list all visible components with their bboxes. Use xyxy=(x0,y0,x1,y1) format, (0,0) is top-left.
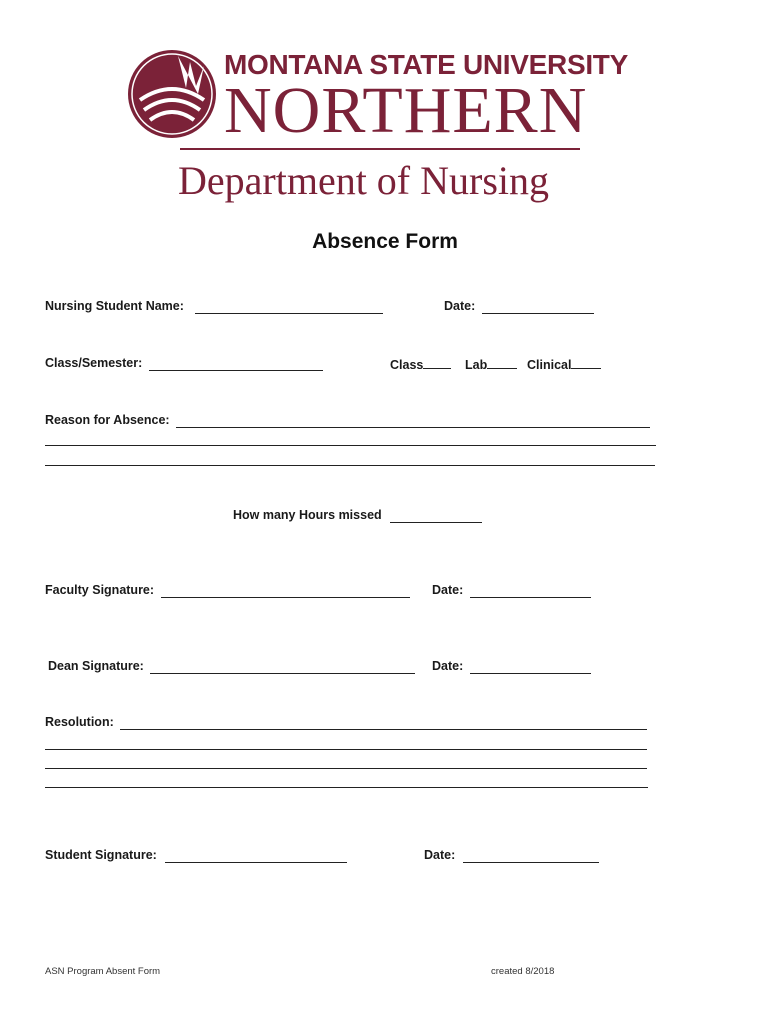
resolution-field-line-1[interactable] xyxy=(120,729,647,730)
hours-missed-field[interactable] xyxy=(390,522,482,523)
class-option-blank[interactable] xyxy=(423,356,451,369)
date-label-4: Date: xyxy=(424,848,456,862)
student-signature-label: Student Signature: xyxy=(45,848,157,862)
faculty-signature-label: Faculty Signature: xyxy=(45,583,155,597)
footer-form-name: ASN Program Absent Form xyxy=(45,966,161,977)
dean-signature-field[interactable] xyxy=(150,673,415,674)
student-name-label: Nursing Student Name: xyxy=(45,299,184,313)
faculty-signature-field[interactable] xyxy=(161,597,410,598)
header-divider xyxy=(180,148,580,150)
lab-option-label: Lab xyxy=(465,358,488,372)
reason-label: Reason for Absence: xyxy=(45,413,170,427)
university-logo-icon xyxy=(126,48,218,140)
form-title: Absence Form xyxy=(312,230,458,253)
lab-option xyxy=(465,356,517,372)
footer-created-date: created 8/2018 xyxy=(491,966,555,977)
resolution-field-line-3[interactable] xyxy=(45,768,647,769)
student-name-field[interactable] xyxy=(195,313,383,314)
campus-name: NORTHERN xyxy=(224,74,588,147)
university-name: MONTANA STATE UNIVERSITY xyxy=(224,49,628,80)
dean-signature-label: Dean Signature: xyxy=(48,659,144,673)
reason-field-line-3[interactable] xyxy=(45,465,655,466)
date-field-3[interactable] xyxy=(470,673,591,674)
class-semester-field[interactable] xyxy=(149,370,323,371)
date-field-2[interactable] xyxy=(470,597,591,598)
resolution-field-line-4[interactable] xyxy=(45,787,648,788)
clinical-option-label: Clinical xyxy=(527,358,572,372)
clinical-option-blank[interactable] xyxy=(571,356,601,369)
reason-field-line-1[interactable] xyxy=(176,427,650,428)
student-signature-field[interactable] xyxy=(165,862,347,863)
date-field-1[interactable] xyxy=(482,313,594,314)
class-semester-label: Class/Semester: xyxy=(45,356,143,370)
date-label-1: Date: xyxy=(444,299,476,313)
lab-option-blank[interactable] xyxy=(487,356,517,369)
class-option-label: Class xyxy=(390,358,424,372)
department-name: Department of Nursing xyxy=(178,158,550,203)
resolution-label: Resolution: xyxy=(45,715,114,729)
class-option xyxy=(390,356,451,372)
date-label-2: Date: xyxy=(432,583,464,597)
resolution-field-line-2[interactable] xyxy=(45,749,647,750)
hours-missed-label: How many Hours missed xyxy=(233,508,382,522)
clinical-option xyxy=(527,356,601,372)
date-label-3: Date: xyxy=(432,659,464,673)
reason-field-line-2[interactable] xyxy=(45,445,656,446)
date-field-4[interactable] xyxy=(463,862,599,863)
